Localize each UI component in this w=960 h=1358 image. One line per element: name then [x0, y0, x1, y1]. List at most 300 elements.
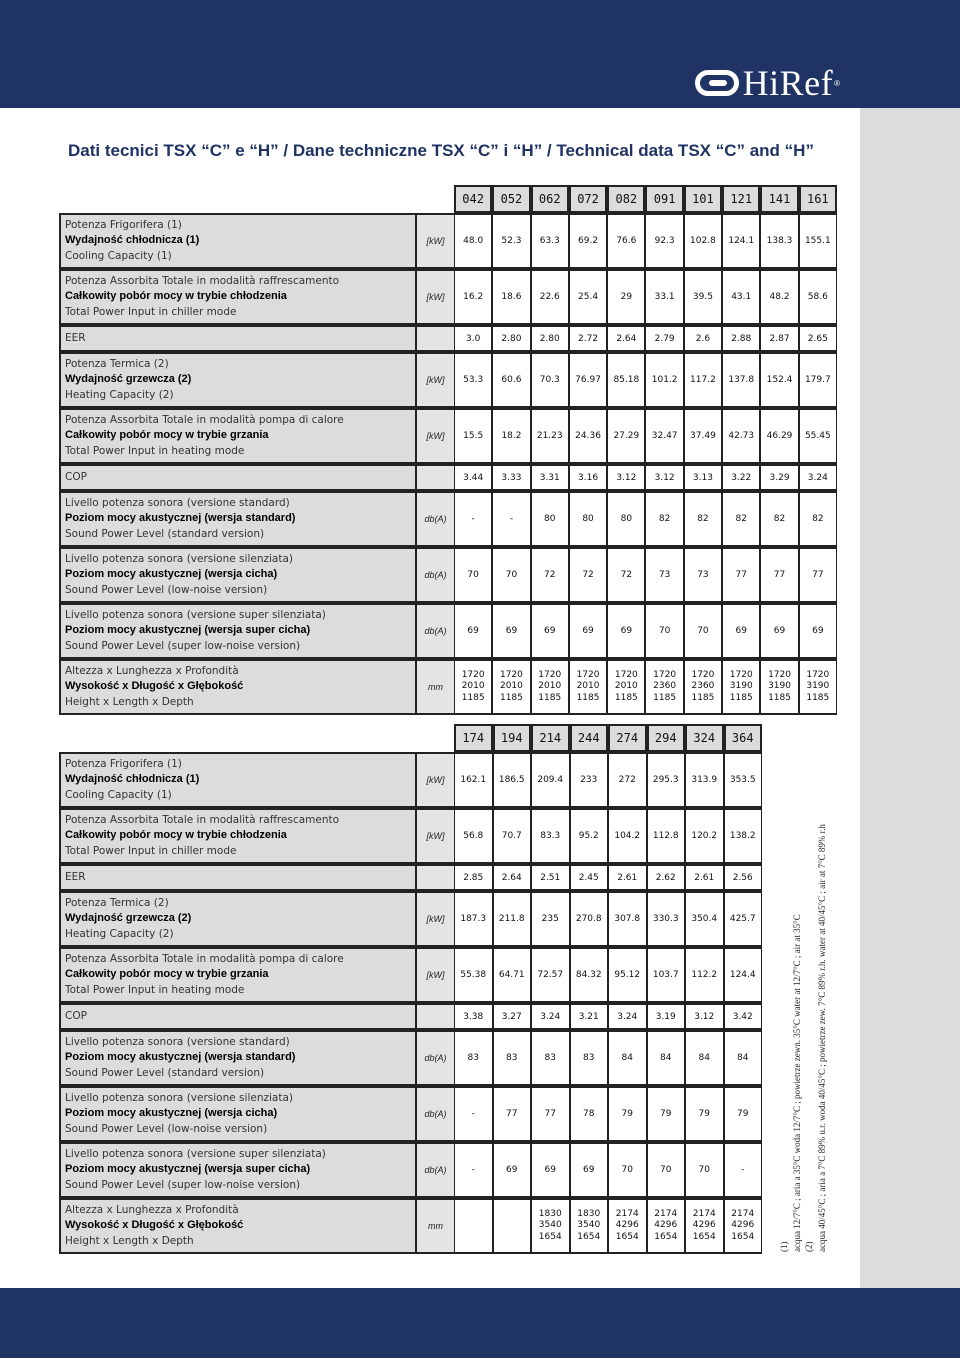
- value-cell: 77: [493, 1086, 532, 1142]
- row-label: [59, 491, 417, 547]
- note-2-text: acqua 40/45°C ; aria a 7°C 89% u.r. woda 40/45°C ; powietrze zew. 7°C 89% r.h. water at 40/45°C ; air at 7°C 89% r.h: [816, 824, 827, 1252]
- row-label: [59, 1086, 417, 1142]
- value-cell: 69: [493, 1142, 532, 1198]
- dimension-value: 1185: [653, 692, 677, 703]
- value-cell: 83: [454, 1030, 493, 1086]
- unit-cell: [kW]: [417, 213, 454, 269]
- value-cell: 48.0: [454, 213, 492, 269]
- dimension-value: 1654: [654, 1231, 678, 1242]
- value-cell: 70: [492, 547, 530, 603]
- table-row: [59, 1030, 762, 1086]
- value-cell: 69.2: [569, 213, 607, 269]
- value-cell: 186.5: [493, 752, 532, 808]
- value-cell: 73: [684, 547, 722, 603]
- value-cell: 92.3: [645, 213, 683, 269]
- value-cell: 79: [685, 1086, 724, 1142]
- value-cell: 46.29: [760, 408, 798, 464]
- model-code: 194: [493, 724, 532, 752]
- label-en: Total Power Input in chiller mode: [65, 305, 237, 318]
- label-en: Sound Power Level (super low-noise version): [65, 1178, 301, 1191]
- label-pl: Wydajność grzewcza (2): [65, 373, 192, 386]
- row-label: [59, 947, 417, 1003]
- table-row: [59, 352, 837, 408]
- dimension-value: 1185: [499, 692, 523, 703]
- value-cell: 69: [722, 603, 760, 659]
- dimension-value: 1654: [731, 1231, 755, 1242]
- value-cell: 3.38: [454, 1003, 493, 1030]
- unit-cell: [kW]: [417, 891, 454, 947]
- dimension-value: 3190: [768, 681, 791, 692]
- value-cell: 209.4: [531, 752, 570, 808]
- value-cell: 18.6: [492, 269, 530, 325]
- value-cell: 69: [799, 603, 837, 659]
- registered-icon: ®: [834, 78, 840, 88]
- value-cell: 78: [570, 1086, 609, 1142]
- value-cell: 2.64: [607, 325, 645, 352]
- value-cell: 80: [569, 491, 607, 547]
- value-cell: 16.2: [454, 269, 492, 325]
- value-cell: 82: [645, 491, 683, 547]
- model-code: 214: [531, 724, 570, 752]
- dimension-value: 1720: [729, 669, 753, 680]
- label-en: Sound Power Level (low-noise version): [65, 583, 268, 596]
- value-cell: 77: [722, 547, 760, 603]
- footnotes: [778, 782, 828, 1252]
- unit-cell: [kW]: [417, 269, 454, 325]
- right-margin-band: [860, 108, 960, 1288]
- row-label: [59, 325, 417, 352]
- dimension-value: 2010: [614, 681, 638, 692]
- label-it: Livello potenza sonora (versione super silenziata): [65, 608, 326, 621]
- table-row: [59, 547, 837, 603]
- value-cell: 2.62: [647, 864, 686, 891]
- label-it: Livello potenza sonora (versione super silenziata): [65, 1147, 326, 1160]
- value-cell: 52.3: [492, 213, 530, 269]
- unit-cell: [kW]: [417, 752, 454, 808]
- dimension-value: 1185: [691, 692, 715, 703]
- note-1: (1): [779, 1241, 789, 1252]
- table-row: [59, 213, 837, 269]
- label-pl: Wydajność chłodnicza (1): [65, 234, 200, 247]
- value-cell: 120.2: [685, 808, 724, 864]
- label-en: Cooling Capacity (1): [65, 788, 172, 801]
- value-cell: 211.8: [493, 891, 532, 947]
- row-label: [59, 864, 417, 891]
- row-label: [59, 464, 417, 491]
- unit-cell: [kW]: [417, 408, 454, 464]
- model-code: 294: [647, 724, 686, 752]
- dimension-cell: [570, 1198, 609, 1254]
- value-cell: 72: [531, 547, 569, 603]
- value-cell: 101.2: [645, 352, 683, 408]
- value-cell: 70: [645, 603, 683, 659]
- value-cell: 83: [570, 1030, 609, 1086]
- value-cell: 2.45: [570, 864, 609, 891]
- value-cell: 2.80: [492, 325, 530, 352]
- label-en: Total Power Input in heating mode: [65, 983, 245, 996]
- value-cell: 21.23: [531, 408, 569, 464]
- label-it: Potenza Frigorifera (1): [65, 218, 182, 231]
- header-blank: [417, 185, 454, 213]
- value-cell: 43.1: [722, 269, 760, 325]
- value-cell: 2.64: [493, 864, 532, 891]
- dimension-value: 1830: [577, 1208, 601, 1219]
- value-cell: 82: [684, 491, 722, 547]
- value-cell: 73: [645, 547, 683, 603]
- unit-cell: [417, 325, 454, 352]
- label-pl: Poziom mocy akustycznej (wersja standard): [65, 1051, 296, 1064]
- value-cell: 70: [647, 1142, 686, 1198]
- label-it: Potenza Assorbita Totale in modalità pompa di calore: [65, 413, 344, 426]
- value-cell: 187.3: [454, 891, 493, 947]
- spec-table-2: [59, 724, 762, 1254]
- label-it: Potenza Termica (2): [65, 357, 169, 370]
- value-cell: 64.71: [493, 947, 532, 1003]
- value-cell: 84: [647, 1030, 686, 1086]
- label-en: Heating Capacity (2): [65, 388, 174, 401]
- label-pl: Poziom mocy akustycznej (wersja standard): [65, 512, 296, 525]
- value-cell: 37.49: [684, 408, 722, 464]
- label-pl: Poziom mocy akustycznej (wersja super cicha): [65, 624, 311, 637]
- value-cell: 137.8: [722, 352, 760, 408]
- value-cell: 85.18: [607, 352, 645, 408]
- value-cell: 2.72: [569, 325, 607, 352]
- value-cell: 79: [647, 1086, 686, 1142]
- value-cell: 77: [799, 547, 837, 603]
- value-cell: 82: [722, 491, 760, 547]
- unit-cell: [417, 1003, 454, 1030]
- unit-cell: [kW]: [417, 808, 454, 864]
- header-blank: [59, 185, 417, 213]
- unit-cell: db(A): [417, 1030, 454, 1086]
- model-code: 174: [454, 724, 493, 752]
- value-cell: 48.2: [760, 269, 798, 325]
- value-cell: 270.8: [570, 891, 609, 947]
- value-cell: 155.1: [799, 213, 837, 269]
- value-cell: 55.45: [799, 408, 837, 464]
- value-cell: 18.2: [492, 408, 530, 464]
- value-cell: 102.8: [684, 213, 722, 269]
- value-cell: 2.51: [531, 864, 570, 891]
- dimension-value: 1720: [653, 669, 677, 680]
- label-it: Livello potenza sonora (versione standard): [65, 1035, 290, 1048]
- dimension-cell: [799, 659, 837, 715]
- value-cell: 3.21: [570, 1003, 609, 1030]
- dimension-cell: [531, 659, 569, 715]
- value-cell: 152.4: [760, 352, 798, 408]
- dimension-value: 2010: [576, 681, 600, 692]
- label-it: Potenza Termica (2): [65, 896, 169, 909]
- value-cell: 32.47: [645, 408, 683, 464]
- label-pl: Całkowity pobór mocy w trybie grzania: [65, 968, 269, 981]
- value-cell: 82: [760, 491, 798, 547]
- model-code: 072: [569, 185, 607, 213]
- value-cell: 124.1: [722, 213, 760, 269]
- dimension-value: 1720: [768, 669, 791, 680]
- value-cell: 84: [724, 1030, 763, 1086]
- value-cell: 77: [760, 547, 798, 603]
- value-cell: 2.61: [685, 864, 724, 891]
- value-cell: 33.1: [645, 269, 683, 325]
- model-code: 121: [722, 185, 760, 213]
- row-label: [59, 1030, 417, 1086]
- value-cell: 350.4: [685, 891, 724, 947]
- label-it: Potenza Assorbita Totale in modalità pompa di calore: [65, 952, 344, 965]
- value-cell: 330.3: [647, 891, 686, 947]
- value-cell: 76.97: [569, 352, 607, 408]
- value-cell: 69: [531, 603, 569, 659]
- value-cell: 272: [608, 752, 647, 808]
- table-row: [59, 1142, 762, 1198]
- row-label: [59, 269, 417, 325]
- dimension-value: 2360: [653, 681, 677, 692]
- value-cell: 69: [492, 603, 530, 659]
- unit-cell: [417, 464, 454, 491]
- dimension-value: 1654: [538, 1231, 562, 1242]
- value-cell: 53.3: [454, 352, 492, 408]
- page-title: Dati tecnici TSX “C” e “H” / Dane techniczne TSX “C” i “H” / Technical data TSX “C” and “H”: [68, 141, 814, 160]
- value-cell: 72.57: [531, 947, 570, 1003]
- value-cell: 3.24: [608, 1003, 647, 1030]
- dimension-value: 1185: [576, 692, 600, 703]
- dimension-cell: [454, 1198, 493, 1254]
- value-cell: 235: [531, 891, 570, 947]
- value-cell: 39.5: [684, 269, 722, 325]
- value-cell: 70: [684, 603, 722, 659]
- model-code: 274: [608, 724, 647, 752]
- dimension-value: 3540: [538, 1220, 562, 1231]
- value-cell: 3.33: [492, 464, 530, 491]
- value-cell: 233: [570, 752, 609, 808]
- table-row: [59, 864, 762, 891]
- row-label: [59, 1003, 417, 1030]
- table-row: [59, 464, 837, 491]
- value-cell: 95.2: [570, 808, 609, 864]
- note-1-text: acqua 12/7°C ; aria a 35°C woda 12/7°C ; powietrze zewn. 35°C water at 12/7°C ; air at 35°C: [791, 914, 802, 1252]
- header-blank: [59, 724, 417, 752]
- value-cell: 22.6: [531, 269, 569, 325]
- value-cell: 3.24: [799, 464, 837, 491]
- note-2: (2): [804, 1241, 814, 1252]
- value-cell: 25.4: [569, 269, 607, 325]
- table-row: [59, 325, 837, 352]
- dimension-cell: [685, 1198, 724, 1254]
- dimension-value: 2174: [615, 1208, 639, 1219]
- dimension-value: 1185: [461, 692, 485, 703]
- label-it: Potenza Assorbita Totale in modalità raffrescamento: [65, 813, 340, 826]
- label-it: COP: [65, 1009, 87, 1022]
- value-cell: 70: [685, 1142, 724, 1198]
- dimension-value: 1654: [577, 1231, 601, 1242]
- value-cell: 112.8: [647, 808, 686, 864]
- value-cell: 55.38: [454, 947, 493, 1003]
- label-en: Heating Capacity (2): [65, 927, 174, 940]
- table-row: [59, 491, 837, 547]
- label-it: Altezza x Lunghezza x Profondità: [65, 664, 239, 677]
- dimension-value: 3540: [577, 1220, 601, 1231]
- value-cell: 84.32: [570, 947, 609, 1003]
- label-pl: Poziom mocy akustycznej (wersja cicha): [65, 1107, 278, 1120]
- value-cell: 3.24: [531, 1003, 570, 1030]
- value-cell: 56.8: [454, 808, 493, 864]
- value-cell: 3.12: [645, 464, 683, 491]
- dimension-value: 1185: [538, 692, 562, 703]
- dimension-value: 4296: [731, 1220, 755, 1231]
- value-cell: 162.1: [454, 752, 493, 808]
- row-label: [59, 603, 417, 659]
- label-en: Total Power Input in chiller mode: [65, 844, 237, 857]
- value-cell: 63.3: [531, 213, 569, 269]
- value-cell: 79: [608, 1086, 647, 1142]
- row-label: [59, 1198, 417, 1254]
- value-cell: 3.19: [647, 1003, 686, 1030]
- unit-cell: [kW]: [417, 352, 454, 408]
- dimension-cell: [722, 659, 760, 715]
- dimension-value: 2174: [731, 1208, 755, 1219]
- value-cell: 84: [608, 1030, 647, 1086]
- value-cell: 3.12: [685, 1003, 724, 1030]
- value-cell: -: [492, 491, 530, 547]
- dimension-value: 1720: [576, 669, 600, 680]
- label-en: Cooling Capacity (1): [65, 249, 172, 262]
- table-row: [59, 808, 762, 864]
- dimension-cell: [647, 1198, 686, 1254]
- table-row: [59, 891, 762, 947]
- table-row: [59, 1086, 762, 1142]
- value-cell: 353.5: [724, 752, 763, 808]
- dimension-value: 1185: [806, 692, 830, 703]
- value-cell: 70.7: [493, 808, 532, 864]
- dimension-value: 1185: [614, 692, 638, 703]
- value-cell: 29: [607, 269, 645, 325]
- value-cell: 3.16: [569, 464, 607, 491]
- dimension-value: 3190: [729, 681, 753, 692]
- label-en: Sound Power Level (standard version): [65, 527, 265, 540]
- value-cell: -: [454, 491, 492, 547]
- label-en: Sound Power Level (super low-noise version): [65, 639, 301, 652]
- label-pl: Całkowity pobór mocy w trybie chłodzenia: [65, 290, 287, 303]
- table-row: [59, 1198, 762, 1254]
- dimension-cell: [454, 659, 492, 715]
- dimension-value: 1720: [806, 669, 830, 680]
- label-en: Total Power Input in heating mode: [65, 444, 245, 457]
- row-label: [59, 352, 417, 408]
- label-it: Livello potenza sonora (versione silenziata): [65, 1091, 293, 1104]
- value-cell: 60.6: [492, 352, 530, 408]
- label-it: EER: [65, 331, 86, 344]
- model-code: 052: [492, 185, 530, 213]
- dimension-value: 1720: [614, 669, 638, 680]
- model-code: 141: [760, 185, 798, 213]
- value-cell: 2.87: [760, 325, 798, 352]
- spec-table-1: [59, 185, 837, 715]
- label-it: Potenza Assorbita Totale in modalità raffrescamento: [65, 274, 340, 287]
- model-code: 364: [724, 724, 763, 752]
- dimension-value: 1654: [692, 1231, 716, 1242]
- value-cell: -: [724, 1142, 763, 1198]
- footer-band: [0, 1288, 960, 1358]
- label-pl: Wysokość x Długość x Głębokość: [65, 680, 244, 693]
- value-cell: 24.36: [569, 408, 607, 464]
- value-cell: 313.9: [685, 752, 724, 808]
- unit-cell: mm: [417, 1198, 454, 1254]
- model-code: 324: [685, 724, 724, 752]
- dimension-value: 2360: [691, 681, 715, 692]
- dimension-value: 2174: [654, 1208, 678, 1219]
- model-code: 062: [531, 185, 569, 213]
- dimension-value: 2174: [692, 1208, 716, 1219]
- label-en: Sound Power Level (standard version): [65, 1066, 265, 1079]
- value-cell: 15.5: [454, 408, 492, 464]
- header-blank: [417, 724, 454, 752]
- value-cell: 79: [724, 1086, 763, 1142]
- header-band: [0, 0, 960, 108]
- unit-cell: db(A): [417, 491, 454, 547]
- dimension-value: 3190: [806, 681, 830, 692]
- value-cell: 103.7: [647, 947, 686, 1003]
- table-row: [59, 947, 762, 1003]
- value-cell: 83: [493, 1030, 532, 1086]
- value-cell: 83: [531, 1030, 570, 1086]
- dimension-value: 4296: [615, 1220, 639, 1231]
- label-it: COP: [65, 470, 87, 483]
- value-cell: 2.56: [724, 864, 763, 891]
- row-label: [59, 408, 417, 464]
- value-cell: 72: [607, 547, 645, 603]
- unit-cell: db(A): [417, 1142, 454, 1198]
- value-cell: 2.80: [531, 325, 569, 352]
- value-cell: 70: [454, 547, 492, 603]
- value-cell: 124.4: [724, 947, 763, 1003]
- value-cell: 138.3: [760, 213, 798, 269]
- label-pl: Wysokość x Długość x Głębokość: [65, 1219, 244, 1232]
- value-cell: 69: [570, 1142, 609, 1198]
- dimension-value: 2010: [461, 681, 485, 692]
- value-cell: 179.7: [799, 352, 837, 408]
- dimension-value: 1720: [499, 669, 523, 680]
- value-cell: 2.88: [722, 325, 760, 352]
- table-row: [59, 603, 837, 659]
- label-pl: Wydajność grzewcza (2): [65, 912, 192, 925]
- dimension-value: 1720: [461, 669, 485, 680]
- value-cell: 27.29: [607, 408, 645, 464]
- value-cell: 83.3: [531, 808, 570, 864]
- dimension-value: 2010: [499, 681, 523, 692]
- label-en: Height x Length x Depth: [65, 1234, 194, 1247]
- label-pl: Poziom mocy akustycznej (wersja super cicha): [65, 1163, 311, 1176]
- value-cell: -: [454, 1086, 493, 1142]
- value-cell: 2.6: [684, 325, 722, 352]
- dimension-value: 4296: [654, 1220, 678, 1231]
- value-cell: 3.13: [684, 464, 722, 491]
- value-cell: 3.29: [760, 464, 798, 491]
- table-row: [59, 408, 837, 464]
- brand-name: HiRef: [742, 63, 834, 103]
- value-cell: 3.27: [493, 1003, 532, 1030]
- row-label: [59, 547, 417, 603]
- value-cell: 3.0: [454, 325, 492, 352]
- dimension-cell: [760, 659, 798, 715]
- dimension-value: 1720: [691, 669, 715, 680]
- value-cell: 80: [607, 491, 645, 547]
- label-pl: Całkowity pobór mocy w trybie chłodzenia: [65, 829, 287, 842]
- dimension-value: 1830: [538, 1208, 562, 1219]
- row-label: [59, 1142, 417, 1198]
- model-code: 161: [799, 185, 837, 213]
- table-row: [59, 1003, 762, 1030]
- value-cell: 76.6: [607, 213, 645, 269]
- label-en: Sound Power Level (low-noise version): [65, 1122, 268, 1135]
